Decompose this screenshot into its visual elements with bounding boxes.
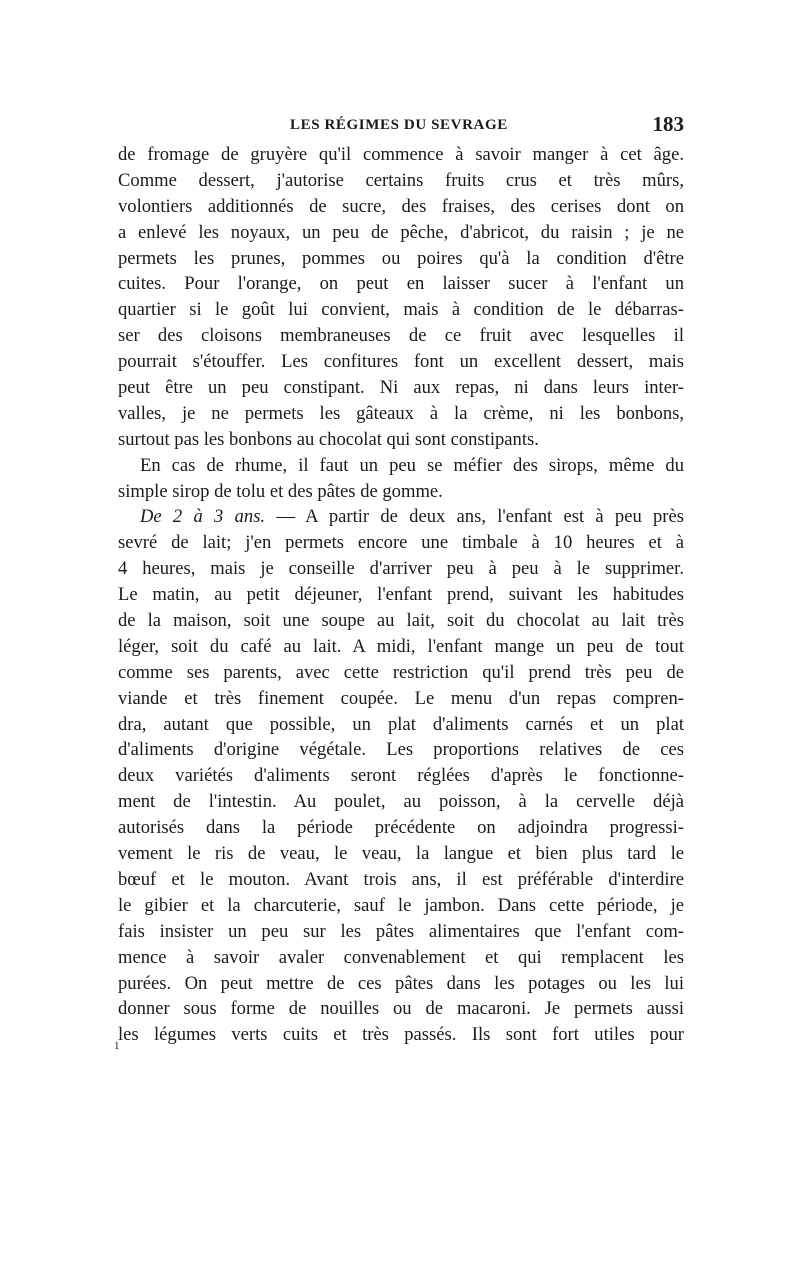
text-line: purées. On peut mettre de ces pâtes dans les potages ou les lui bbox=[118, 972, 684, 994]
text-line: léger, soit du café au lait. A midi, l'enfant mange un peu de tout bbox=[118, 635, 684, 657]
text-line: pourrait s'étouffer. Les confitures font un excellent dessert, mais bbox=[118, 351, 684, 373]
text-line: peut être un peu constipant. Ni aux repas, ni dans leurs inter- bbox=[118, 377, 684, 399]
text-line: dra, autant que possible, un plat d'aliments carnés et un plat bbox=[118, 713, 684, 735]
text-line: simple sirop de tolu et des pâtes de gomme. bbox=[118, 480, 443, 502]
text-line: le gibier et la charcuterie, sauf le jambon. Dans cette période, je bbox=[118, 894, 684, 916]
text-line: permets les prunes, pommes ou poires qu'à la condition d'être bbox=[118, 247, 684, 269]
text-line: cuites. Pour l'orange, on peut en laisser sucer à l'enfant un bbox=[118, 273, 684, 295]
text-line: ser des cloisons membraneuses de ce fruit avec lesquelles il bbox=[118, 325, 684, 347]
text-line: fais insister un peu sur les pâtes alimentaires que l'enfant com- bbox=[118, 920, 684, 942]
text-line: sevré de lait; j'en permets encore une timbale à 10 heures et à bbox=[118, 532, 684, 554]
text-line: comme ses parents, avec cette restriction qu'il prend très peu de bbox=[118, 661, 684, 683]
text-line: vement le ris de veau, le veau, la langue et bien plus tard le bbox=[118, 843, 684, 865]
text-line: valles, je ne permets les gâteaux à la crème, ni les bonbons, bbox=[118, 402, 684, 424]
text-line: En cas de rhume, il faut un peu se méfier des sirops, même du bbox=[140, 454, 684, 476]
text-line: les légumes verts cuits et très passés. Ils sont fort utiles pour bbox=[118, 1024, 684, 1046]
text-line: 4 heures, mais je conseille d'arriver peu à peu à le supprimer. bbox=[118, 558, 684, 580]
page-number: 183 bbox=[652, 112, 684, 136]
text-line: d'aliments d'origine végétale. Les proportions relatives de ces bbox=[118, 739, 684, 761]
text-line: Comme dessert, j'autorise certains fruits crus et très mûrs, bbox=[118, 169, 684, 191]
text-line: quartier si le goût lui convient, mais à condition de le débarras- bbox=[118, 299, 684, 321]
running-title: LES RÉGIMES DU SEVRAGE bbox=[290, 117, 508, 133]
text-line: volontiers additionnés de sucre, des fraises, des cerises dont on bbox=[118, 195, 684, 217]
text-line: donner sous forme de nouilles ou de macaroni. Je permets aussi bbox=[118, 998, 684, 1020]
section-line bbox=[118, 504, 684, 530]
text-line: ment de l'intestin. Au poulet, au poisson, à la cervelle déjà bbox=[118, 791, 684, 813]
text-line: Le matin, au petit déjeuner, l'enfant prend, suivant les habitudes bbox=[118, 584, 684, 606]
text-line: a enlevé les noyaux, un peu de pêche, d'abricot, du raisin ; je ne bbox=[118, 221, 684, 243]
text-line: viande et très finement coupée. Le menu d'un repas compren- bbox=[118, 687, 684, 709]
text-line: surtout pas les bonbons au chocolat qui sont constipants. bbox=[118, 428, 539, 450]
text-line: de la maison, soit une soupe au lait, soit du chocolat au lait très bbox=[118, 610, 684, 632]
text-line: autorisés dans la période précédente on adjoindra progressi- bbox=[118, 817, 684, 839]
text-line: bœuf et le mouton. Avant trois ans, il est préférable d'interdire bbox=[118, 868, 684, 890]
text-line: de fromage de gruyère qu'il commence à savoir manger à cet âge. bbox=[118, 144, 684, 165]
section-heading: De 2 à 3 ans. bbox=[140, 506, 266, 528]
book-page bbox=[118, 112, 684, 1048]
text-line: deux variétés d'aliments seront réglées d'après le fonctionne- bbox=[118, 765, 684, 787]
body-text bbox=[118, 142, 684, 1048]
text-line-rest: — A partir de deux ans, l'enfant est à peu près bbox=[276, 506, 684, 528]
running-head bbox=[118, 112, 684, 142]
signature-mark: 1 bbox=[114, 1040, 120, 1052]
text-line: mence à savoir avaler convenablement et qui remplacent les bbox=[118, 946, 684, 968]
